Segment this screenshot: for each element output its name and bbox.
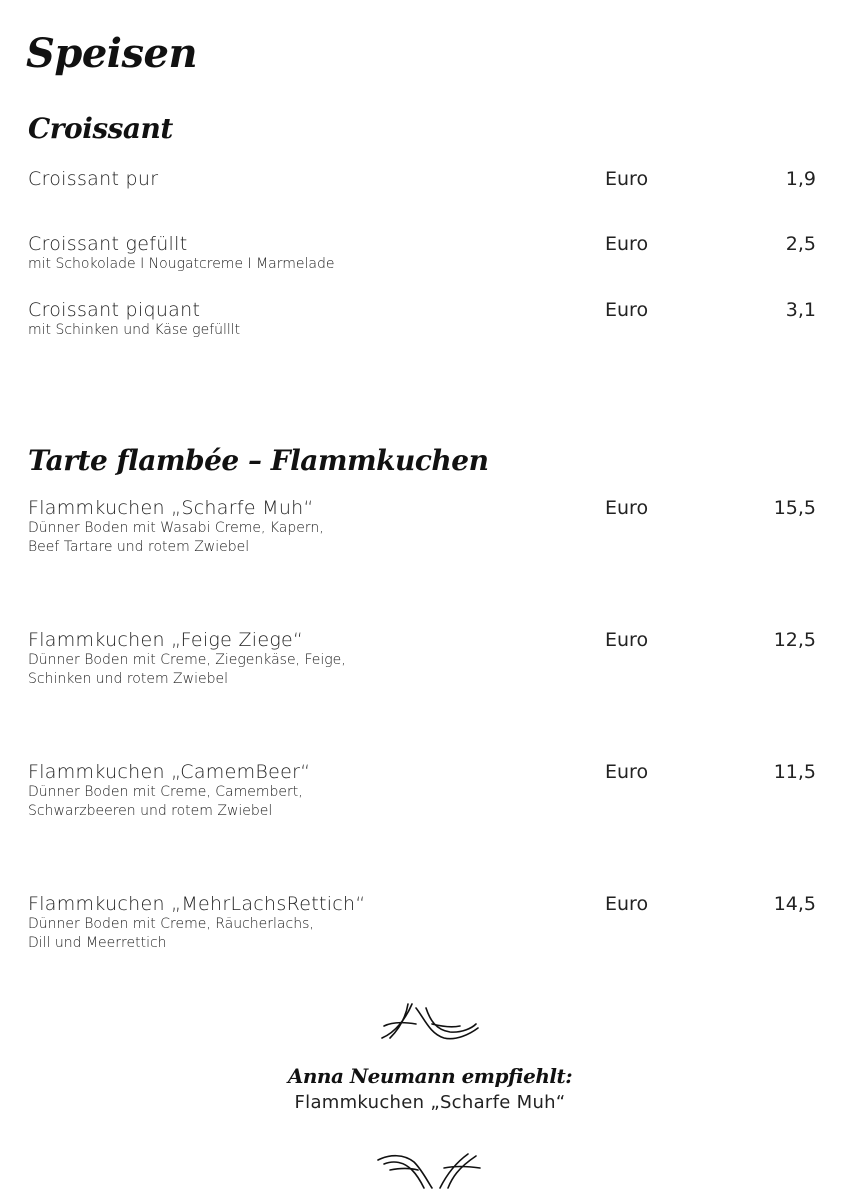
menu-item <box>28 299 818 340</box>
currency-label: Euro <box>605 761 649 783</box>
page-title: Speisen <box>26 30 198 77</box>
item-price: 3,1 <box>785 299 816 321</box>
item-name: Flammkuchen „Feige Ziege“ <box>28 629 304 651</box>
item-price: 1,9 <box>785 168 816 190</box>
menu-item <box>28 893 818 953</box>
section-title-croissant: Croissant <box>28 112 173 145</box>
currency-label: Euro <box>605 233 649 255</box>
item-description: Dünner Boden mit Creme, Räucherlachs, <box>28 916 314 932</box>
recommendation-title: Anna Neumann empfiehlt: <box>287 1064 573 1088</box>
item-description: Dünner Boden mit Creme, Ziegenkäse, Feige, <box>28 652 346 668</box>
item-description: mit Schinken und Käse gefülllt <box>28 322 241 338</box>
item-price: 11,5 <box>773 761 816 783</box>
currency-label: Euro <box>605 299 649 321</box>
item-description: Beef Tartare und rotem Zwiebel <box>28 539 250 555</box>
item-description: mit Schokolade I Nougatcreme I Marmelade <box>28 256 335 272</box>
recommendation-block <box>0 1064 860 1113</box>
item-description: Schinken und rotem Zwiebel <box>28 671 228 687</box>
flourish-ornament-icon <box>370 998 490 1046</box>
item-name: Flammkuchen „MehrLachsRettich“ <box>28 893 366 915</box>
item-description: Schwarzbeeren und rotem Zwiebel <box>28 803 273 819</box>
item-price: 2,5 <box>785 233 816 255</box>
currency-label: Euro <box>605 893 649 915</box>
menu-item <box>28 497 818 557</box>
menu-item <box>28 629 818 689</box>
currency-label: Euro <box>605 497 649 519</box>
item-price: 15,5 <box>773 497 816 519</box>
item-name: Flammkuchen „CamemBeer“ <box>28 761 311 783</box>
item-name: Flammkuchen „Scharfe Muh“ <box>28 497 314 519</box>
item-name: Croissant piquant <box>28 299 201 321</box>
item-description: Dünner Boden mit Creme, Camembert, <box>28 784 303 800</box>
currency-label: Euro <box>605 629 649 651</box>
currency-label: Euro <box>605 168 649 190</box>
menu-item <box>28 168 818 190</box>
menu-item <box>28 233 818 274</box>
item-price: 12,5 <box>773 629 816 651</box>
item-description: Dünner Boden mit Wasabi Creme, Kapern, <box>28 520 324 536</box>
item-price: 14,5 <box>773 893 816 915</box>
menu-item <box>28 761 818 821</box>
item-name: Croissant pur <box>28 168 159 190</box>
item-name: Croissant gefüllt <box>28 233 188 255</box>
recommendation-dish: Flammkuchen „Scharfe Muh“ <box>294 1092 566 1113</box>
section-title-flammkuchen: Tarte flambée – Flammkuchen <box>28 444 489 477</box>
flourish-ornament-icon <box>370 1146 490 1194</box>
item-description: Dill und Meerrettich <box>28 935 167 951</box>
